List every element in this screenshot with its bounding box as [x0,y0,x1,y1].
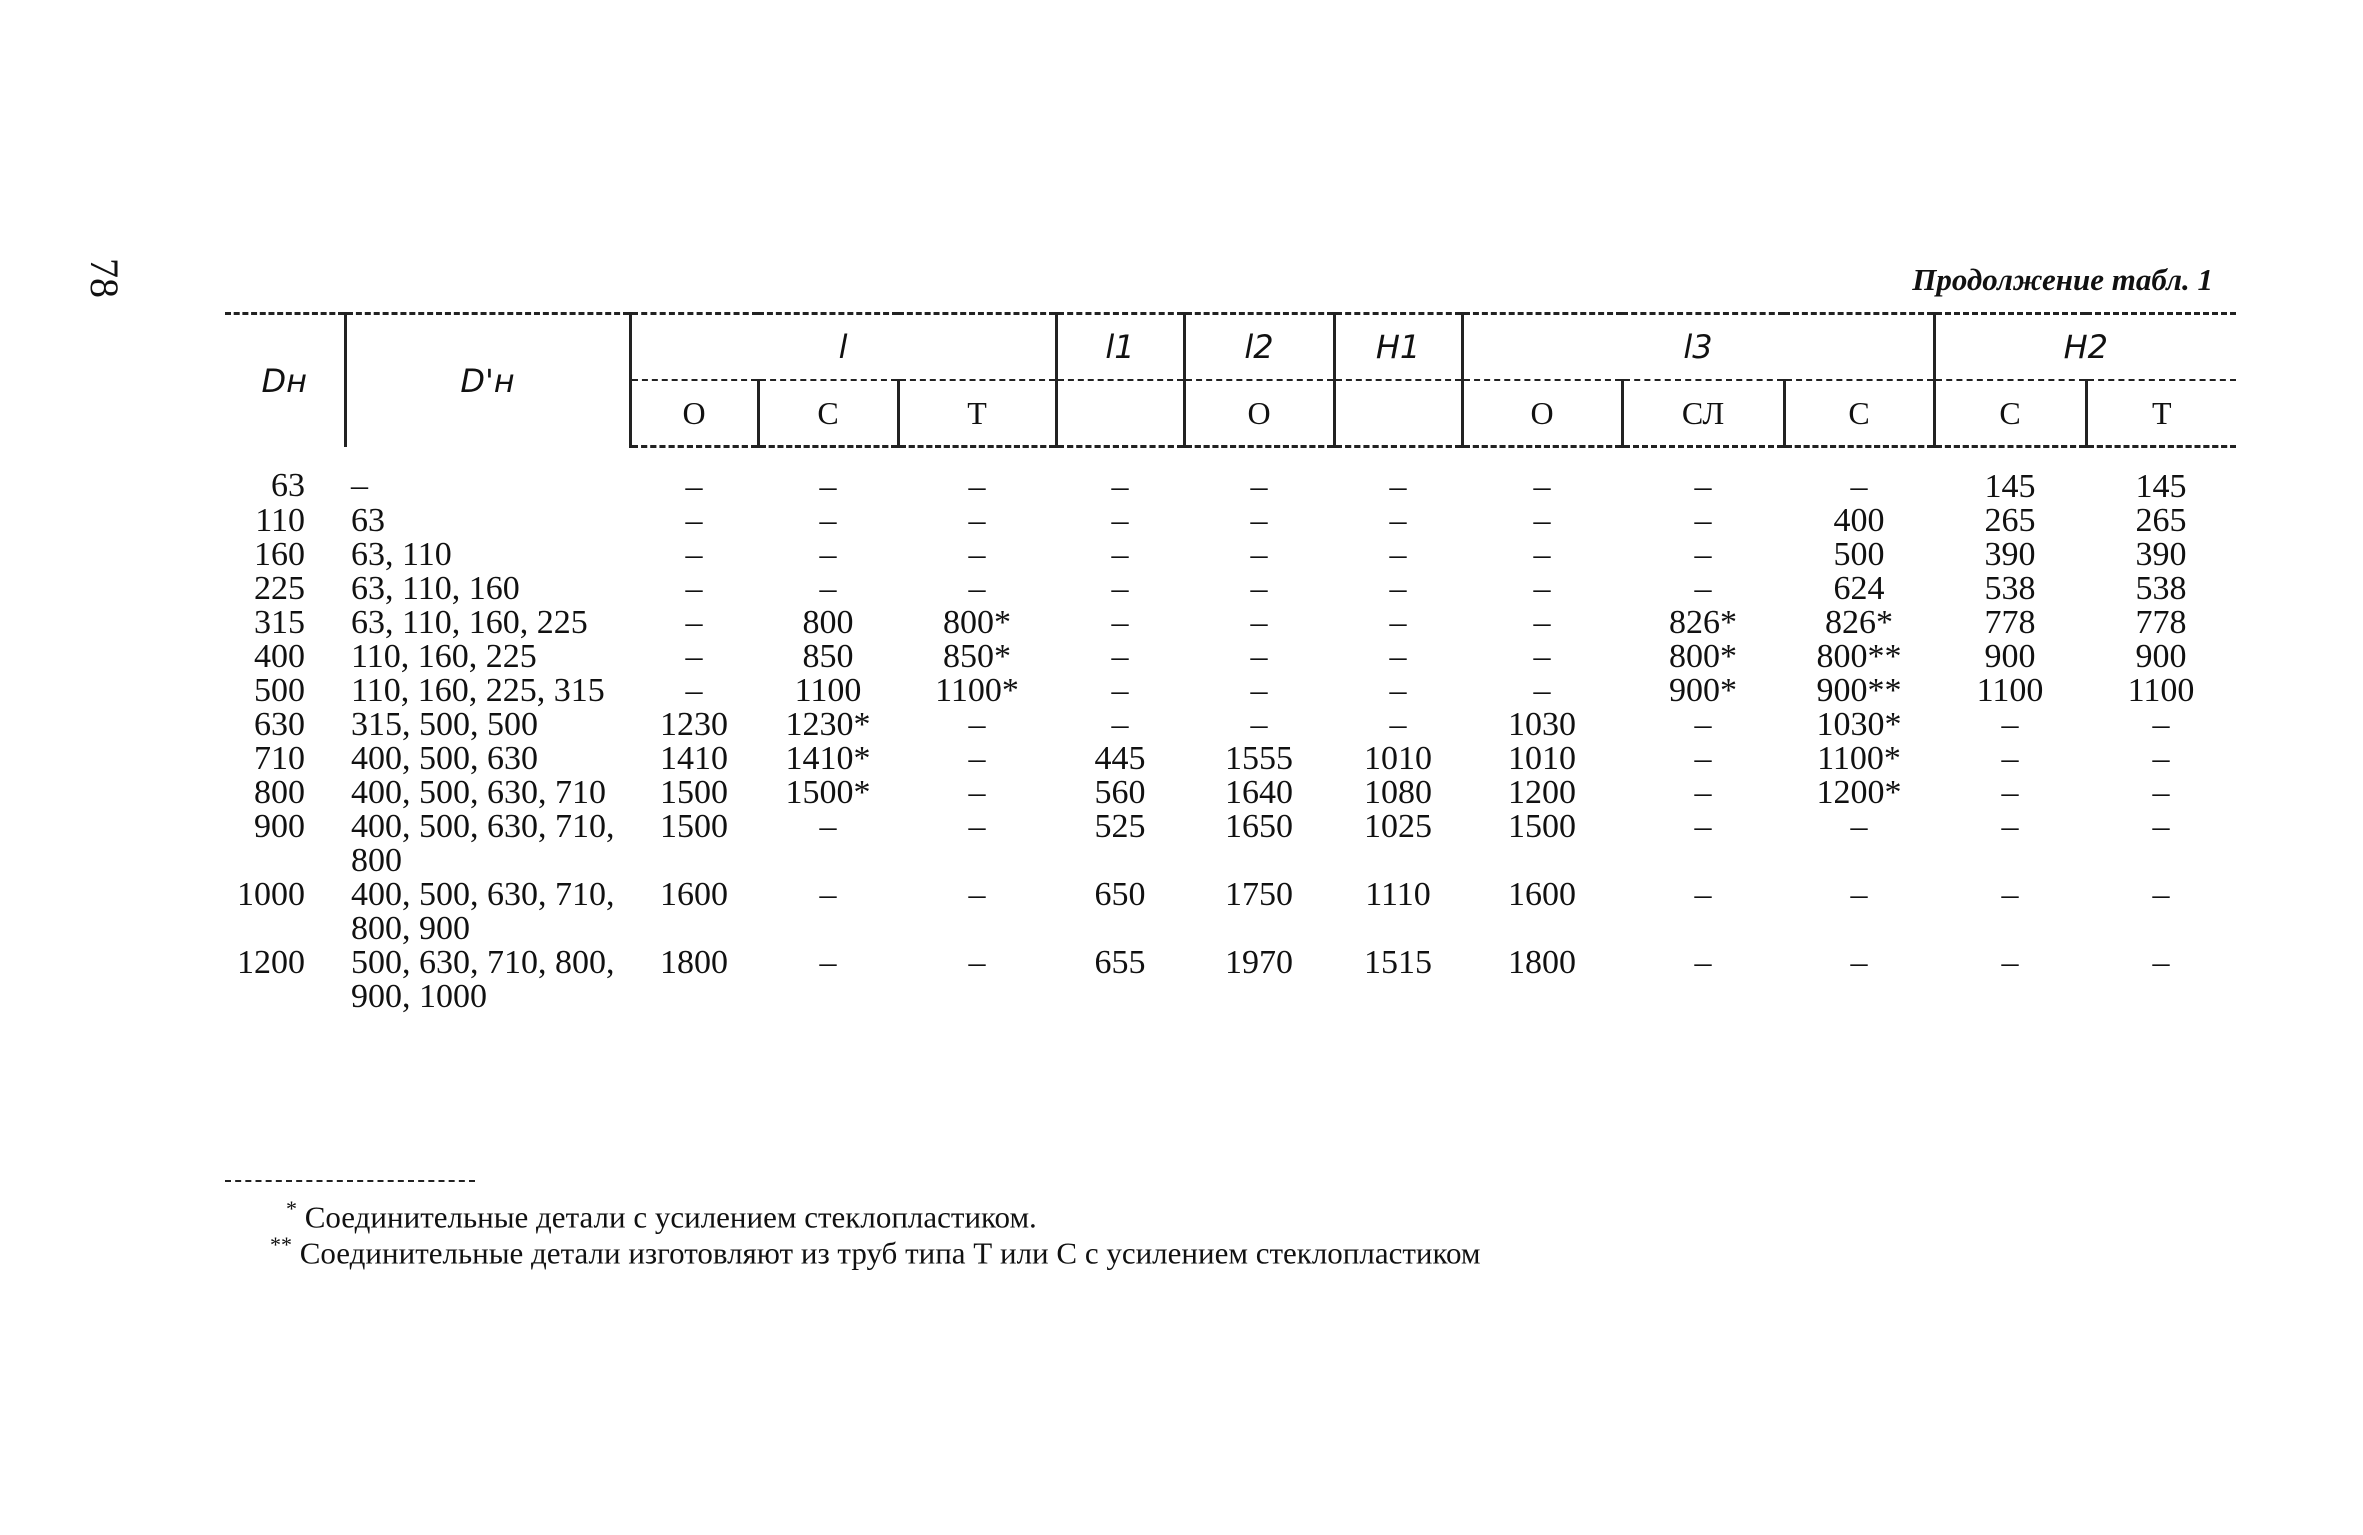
table-cell: – [1389,502,1407,539]
table-cell: – [968,808,986,845]
table-cell: – [819,468,837,505]
table-cell: – [1250,706,1268,743]
table-cell: 160 [254,536,305,573]
table-cell: 800** [1816,638,1902,675]
table-cell: 560 [1094,774,1146,811]
table-cell: – [685,536,703,573]
table-cell: 500 [1833,536,1885,573]
table-cell: – [1694,876,1712,913]
table-cell: – [1533,570,1551,607]
table-cell: 655 [1094,944,1146,981]
table-cell: – [1533,672,1551,709]
table-cell: 1500 [660,808,728,845]
table-cell: – [1111,638,1129,675]
table-cell: – [685,604,703,641]
footnote-2-text: Соединительные детали изготовляют из труб типа Т или С с усилением стеклопластиком [299,1235,1481,1271]
table-cell: 900* [1669,672,1738,709]
table-cell: – [1111,502,1129,539]
table-cell: – [968,944,986,981]
table-body [225,447,2236,1015]
footnote-divider [225,1180,475,1182]
subheader-l3-sl: СЛ [1622,380,1784,447]
table-cell: – [685,638,703,675]
table-cell: 778 [2135,604,2187,641]
header-l: l [630,314,1056,381]
table-cell: – [2001,706,2019,743]
table-cell: 525 [1094,808,1146,845]
header-l3: l3 [1462,314,1934,381]
footnote-1-text: Соединительные детали с усилением стеклопластиком. [304,1199,1037,1235]
table-cell: 1100 [2127,672,2195,709]
table-cell: 826* [1669,604,1738,641]
table-cell: – [968,706,986,743]
table-cell: – [819,502,837,539]
table-cell: 400, 500, 630, 710, 800, 900 [351,876,615,947]
table-cell: – [1389,468,1407,505]
table-cell: – [1694,808,1712,845]
table-cell: – [1250,638,1268,675]
table-row [225,810,2236,878]
table-cell: 63 [271,466,305,504]
table-cell: 63 [351,502,385,539]
table-cell: – [968,740,986,777]
table-row [225,640,2236,674]
table-cell: 778 [1984,604,2036,641]
table-cell: 1030* [1816,706,1902,743]
table-cell: – [1533,638,1551,675]
table-cell: 1410* [785,740,871,777]
table-cell: 1555 [1225,740,1294,777]
table-cell: – [2152,944,2170,981]
subheader-l2-o: О [1184,380,1334,447]
page-number: 78 [82,258,127,298]
table-cell: 315 [254,604,305,641]
table-row [225,776,2236,810]
table-cell: – [1111,672,1129,709]
table-cell: 1230* [785,706,871,743]
table-cell: – [1850,808,1868,845]
table-cell: 145 [1984,468,2036,505]
subheader-l-o: О [630,380,758,447]
table-cell: – [1533,468,1551,505]
table-cell: – [1850,468,1868,505]
table-cell: 1200 [237,944,305,981]
table-cell: – [2152,740,2170,777]
table-cell: 800 [254,774,305,811]
table-cell: – [968,570,986,607]
table-cell: – [1694,536,1712,573]
table-cell: 800* [1669,638,1738,675]
table-cell: – [1111,468,1129,505]
footnote-2-mark: ** [270,1232,292,1257]
table-cell: – [2152,808,2170,845]
table-cell: 1025 [1364,808,1433,845]
table-cell: – [819,536,837,573]
table-row [225,572,2236,606]
table-cell: 500 [254,672,305,709]
table-cell: – [1111,706,1129,743]
table-cell: 900 [1984,638,2036,675]
table-caption: Продолжение табл. 1 [1912,262,2213,297]
table-cell: – [1533,502,1551,539]
footnote-2 [270,1232,1481,1271]
table-cell: – [1694,774,1712,811]
table-cell: – [1389,570,1407,607]
table-cell: 1010 [1508,740,1577,777]
subheader-l-s: С [758,380,898,447]
table-row [225,878,2236,946]
subheader-h2-t: Т [2086,380,2236,447]
table-row [225,708,2236,742]
table-cell: 400, 500, 630, 710, 800 [351,808,615,879]
table-cell: 400 [254,638,305,675]
footnote-1-mark: * [286,1196,297,1221]
table-cell: 1500* [785,774,871,811]
table-cell: 1600 [1508,876,1577,913]
table-cell: 900 [2135,638,2187,675]
table-cell: – [2001,944,2019,981]
table-cell: 400 [1833,502,1885,539]
dimensions-table [225,312,2215,1014]
table-cell: 63, 110 [351,536,452,573]
table-cell: 1010 [1364,740,1433,777]
table-cell: 900** [1816,672,1902,709]
table-cell: 1750 [1225,876,1294,913]
table-cell: – [2152,876,2170,913]
table-cell: 1515 [1364,944,1433,981]
table-cell: 1650 [1225,808,1294,845]
table-cell: – [1389,604,1407,641]
table-cell: 1970 [1225,944,1294,981]
table-cell: – [685,570,703,607]
table-cell: 390 [2135,536,2187,573]
table-cell: 800* [943,604,1012,641]
table-cell: – [2001,774,2019,811]
table-cell: – [1694,706,1712,743]
table-cell: – [968,502,986,539]
table-cell: – [1389,638,1407,675]
table-cell: – [1533,536,1551,573]
table-cell: – [1250,672,1268,709]
subheader-l3-o: О [1462,380,1622,447]
table-cell: – [819,570,837,607]
subheader-l3-s: С [1784,380,1934,447]
table-cell: – [968,468,986,505]
table-cell: 1110 [1365,876,1431,913]
table-cell: – [1111,604,1129,641]
table-cell: 400, 500, 630, 710 [351,774,606,811]
table-cell: – [1389,706,1407,743]
subheader-h2-s: С [1934,380,2086,447]
table-cell: 1080 [1364,774,1433,811]
table-cell: – [1389,672,1407,709]
table-cell: 900 [254,808,305,845]
table-cell: 500, 630, 710, 800, 900, 1000 [351,944,615,1015]
table-cell: – [1250,468,1268,505]
table-cell: – [1694,740,1712,777]
table-cell: 1500 [1508,808,1577,845]
table-cell: – [1533,604,1551,641]
table-row [225,674,2236,708]
table-cell: 1100* [1817,740,1901,777]
table-cell: 800 [802,604,854,641]
table-cell: – [1111,570,1129,607]
table-row [225,946,2236,1014]
table-cell: – [1389,536,1407,573]
table-cell: 850 [802,638,854,675]
table-cell: 110 [255,502,305,539]
table-cell: 265 [2135,502,2187,539]
table-cell: 650 [1094,876,1146,913]
table-cell: 1030 [1508,706,1577,743]
header-dn-prime: D'н [345,314,630,447]
table-cell: – [819,808,837,845]
table-cell: 624 [1833,570,1885,607]
table-cell: 390 [1984,536,2036,573]
table-cell: 826* [1825,604,1894,641]
footnote-1 [286,1196,1037,1235]
table-cell: – [1694,944,1712,981]
table-cell: – [685,502,703,539]
table-cell: 1800 [660,944,728,981]
table-cell: 1100 [794,672,862,709]
table-cell: 400, 500, 630 [351,740,538,777]
table-cell: 1100 [1976,672,2044,709]
table-cell: – [968,536,986,573]
subheader-l-t: Т [898,380,1056,447]
table-cell: 1000 [237,876,305,913]
table-cell: – [1250,536,1268,573]
table-cell: 538 [2135,570,2187,607]
table-cell: – [1694,468,1712,505]
table-cell: 110, 160, 225, 315 [351,672,605,709]
table-row [225,538,2236,572]
table-cell: – [1250,502,1268,539]
header-l1: l1 [1056,314,1184,381]
table-cell: 1600 [660,876,728,913]
table-cell: 630 [254,706,305,743]
table-cell: – [968,876,986,913]
table-cell: 1640 [1225,774,1294,811]
header-dn: Dн [225,314,345,447]
table-row [225,504,2236,538]
table-cell: – [1850,876,1868,913]
subheader-l1 [1056,380,1184,447]
table-cell: – [351,466,368,504]
table-cell: 1200 [1508,774,1577,811]
table-cell: – [1111,536,1129,573]
table-cell: 1200* [1816,774,1902,811]
table-cell: – [2152,774,2170,811]
table-cell: 63, 110, 160, 225 [351,604,588,641]
table-cell: – [2001,808,2019,845]
table-cell: – [1694,502,1712,539]
table-cell: 1230 [660,706,728,743]
subheader-h1 [1334,380,1462,447]
table-cell: 1100* [935,672,1019,709]
table-cell: 1500 [660,774,728,811]
header-h2: H2 [1934,314,2236,381]
header-h1: H1 [1334,314,1462,381]
table-cell: – [1250,570,1268,607]
table-cell: 63, 110, 160 [351,570,520,607]
table-cell: 225 [254,570,305,607]
header-l2: l2 [1184,314,1334,381]
table-cell: – [968,774,986,811]
table-cell: – [1694,570,1712,607]
table-cell: 315, 500, 500 [351,706,538,743]
table-cell: 445 [1094,740,1146,777]
table-cell: – [2152,706,2170,743]
table-cell: 850* [943,638,1012,675]
table-row [225,742,2236,776]
table-cell: 265 [1984,502,2036,539]
table-cell: – [819,944,837,981]
table-row [225,447,2236,505]
table-cell: – [1250,604,1268,641]
table-cell: – [1850,944,1868,981]
table-cell: – [2001,740,2019,777]
table-cell: 110, 160, 225 [351,638,537,675]
table-cell: 538 [1984,570,2036,607]
table-cell: 1410 [660,740,728,777]
table-cell: – [819,876,837,913]
table-cell: – [2001,876,2019,913]
table-cell: – [685,672,703,709]
table-row [225,606,2236,640]
table-cell: – [685,468,703,505]
table-cell: 1800 [1508,944,1577,981]
table-cell: 710 [254,740,305,777]
table-cell: 145 [2135,468,2187,505]
